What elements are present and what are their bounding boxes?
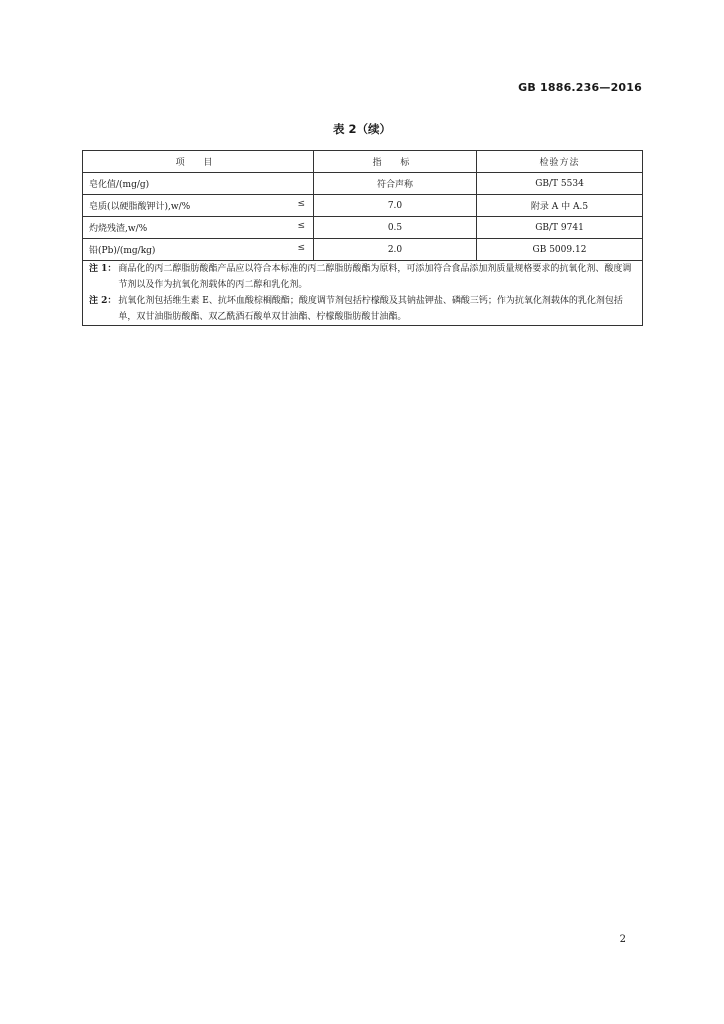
notes-cell	[83, 261, 643, 326]
table-row	[83, 239, 643, 261]
note-tag: 注 1：	[89, 264, 117, 274]
value-cell: 0.5	[314, 217, 477, 239]
method-cell: GB/T 9741	[477, 217, 643, 239]
item-label: 皂质(以硬脂酸钾计),w/%	[89, 202, 191, 212]
method-cell: GB 5009.12	[477, 239, 643, 261]
table-title-text: 表 2（续）	[332, 122, 391, 136]
note-text: 商品化的丙二醇脂肪酸酯产品应以符合本标准的丙二醇脂肪酸酯为原料，可添加符合食品添加剂质量规格要求的抗氧化剂、酸度调节剂以及作为抗氧化剂载体的丙二醇和乳化剂。	[118, 264, 632, 290]
table-row	[83, 173, 643, 195]
item-label: 灼烧残渣,w/%	[89, 224, 148, 234]
note-tag: 注 2：	[89, 296, 117, 306]
value-cell: 2.0	[314, 239, 477, 261]
notes-row	[83, 261, 643, 326]
item-cell	[83, 173, 314, 195]
le-symbol: ≤	[297, 221, 305, 231]
item-label: 皂化值/(mg/g)	[89, 180, 150, 190]
le-symbol: ≤	[297, 243, 305, 253]
item-cell	[83, 217, 314, 239]
method-cell: 附录 A 中 A.5	[477, 195, 643, 217]
method-cell: GB/T 5534	[477, 173, 643, 195]
item-cell	[83, 239, 314, 261]
column-header-value: 指 标	[314, 151, 477, 173]
table-header-row	[83, 151, 643, 173]
spec-table	[82, 150, 643, 326]
value-cell: 7.0	[314, 195, 477, 217]
table-row	[83, 195, 643, 217]
table-title	[0, 121, 724, 137]
item-cell	[83, 195, 314, 217]
note-2	[89, 293, 636, 325]
standard-number: GB 1886.236—2016	[518, 81, 642, 94]
column-header-method: 检验方法	[477, 151, 643, 173]
note-1	[89, 261, 636, 293]
column-header-item: 项 目	[83, 151, 314, 173]
table-row	[83, 217, 643, 239]
le-symbol: ≤	[297, 199, 305, 209]
value-cell: 符合声称	[314, 173, 477, 195]
note-text: 抗氧化剂包括维生素 E、抗坏血酸棕榈酸酯；酸度调节剂包括柠檬酸及其钠盐钾盐、磷酸三钙；作为抗氧化剂载体的乳化剂包括单，双甘油脂肪酸酯、双乙酰酒石酸单双甘油酯、柠檬酸脂肪酸甘油酯。	[118, 296, 623, 322]
item-label: 铅(Pb)/(mg/kg)	[89, 246, 156, 256]
page-number: 2	[619, 934, 626, 945]
